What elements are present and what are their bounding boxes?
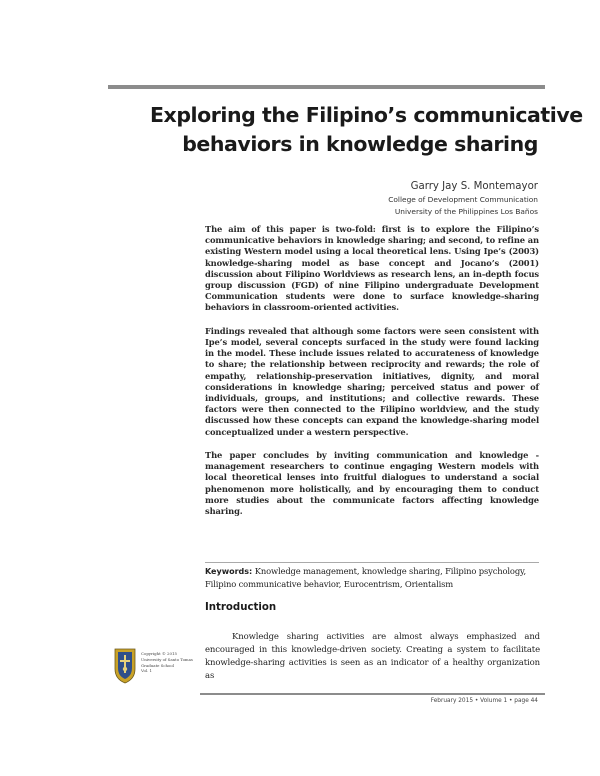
abstract-paragraph-3: The paper concludes by inviting communication and knowledge - management researchers to continue engaging Western models with local theoretical lenses into fruitful dialogues to understand a social phenomenon more holistically, and by encouraging them to conduct more studies about the communicate factors affecting knowledge sharing.: [205, 450, 539, 517]
paper-title: [150, 101, 583, 159]
introduction-paragraph-1: Knowledge sharing activities are almost always emphasized and encouraged in this knowledge-driven society. Creating a system to facilitate knowledge-sharing activities is seen as an indicator of a healthy organization as: [205, 632, 540, 681]
footer-rule: [200, 693, 545, 695]
abstract: [205, 224, 539, 529]
top-rule: [108, 85, 545, 89]
keywords: [205, 565, 541, 591]
copyright-school: Graduate School: [141, 662, 174, 668]
copyright-volume: Vol. 1: [141, 668, 152, 674]
copyright-institution: University of Santo Tomas: [141, 656, 193, 662]
page-footer: February 2015 • Volume 1 • page 44: [430, 698, 538, 704]
author-name: Garry Jay S. Montemayor: [410, 181, 538, 192]
title-line-2: behaviors in knowledge sharing: [182, 132, 538, 156]
copyright-notice: [141, 651, 197, 674]
author-block: [388, 180, 538, 218]
keywords-text: Knowledge management, knowledge sharing, Filipino psychology, Filipino communicative behavior, Eurocentrism, Orientalism: [205, 566, 527, 589]
author-affiliation-college: College of Development Communication: [388, 195, 538, 204]
university-seal-icon: [112, 647, 138, 685]
title-line-1: Exploring the Filipino’s communicative: [150, 103, 583, 127]
keywords-label: Keywords:: [205, 567, 253, 576]
copyright-line: Copyright © 2015: [141, 651, 177, 656]
introduction-body: [205, 631, 540, 683]
abstract-paragraph-1: The aim of this paper is two-fold: first is to explore the Filipino’s communicative behaviors in knowledge sharing; and second, to refine an existing Western model using a local theoretical lens. Using Ipe’s (2003) knowledge-sharing model as base concept and Jocano’s (2001) discussion about Filipino Worldviews as research lens, an in-depth focus group discussion (FGD) of nine Filipino undergraduate Development Communication students were done to surface knowledge-sharing behaviors in classroom-oriented activities.: [205, 224, 539, 313]
abstract-paragraph-2: Findings revealed that although some factors were seen consistent with Ipe’s model, several concepts surfaced in the study were found lacking in the model. These include issues related to accurateness of knowledge to share; the relationship between reciprocity and rewards; the role of empathy, relationship-preservation initiatives, dignity, and moral considerations in knowledge sharing; perceived status and power of individuals, groups, and institutions; and collective rewards. These factors were then connected to the Filipino worldview, and the study discussed how these concepts can expand the knowledge-sharing model conceptualized under a western perspective.: [205, 325, 539, 437]
keywords-divider: [205, 562, 539, 563]
author-affiliation-university: University of the Philippines Los Baños: [394, 207, 538, 216]
introduction-heading: Introduction: [205, 602, 277, 613]
